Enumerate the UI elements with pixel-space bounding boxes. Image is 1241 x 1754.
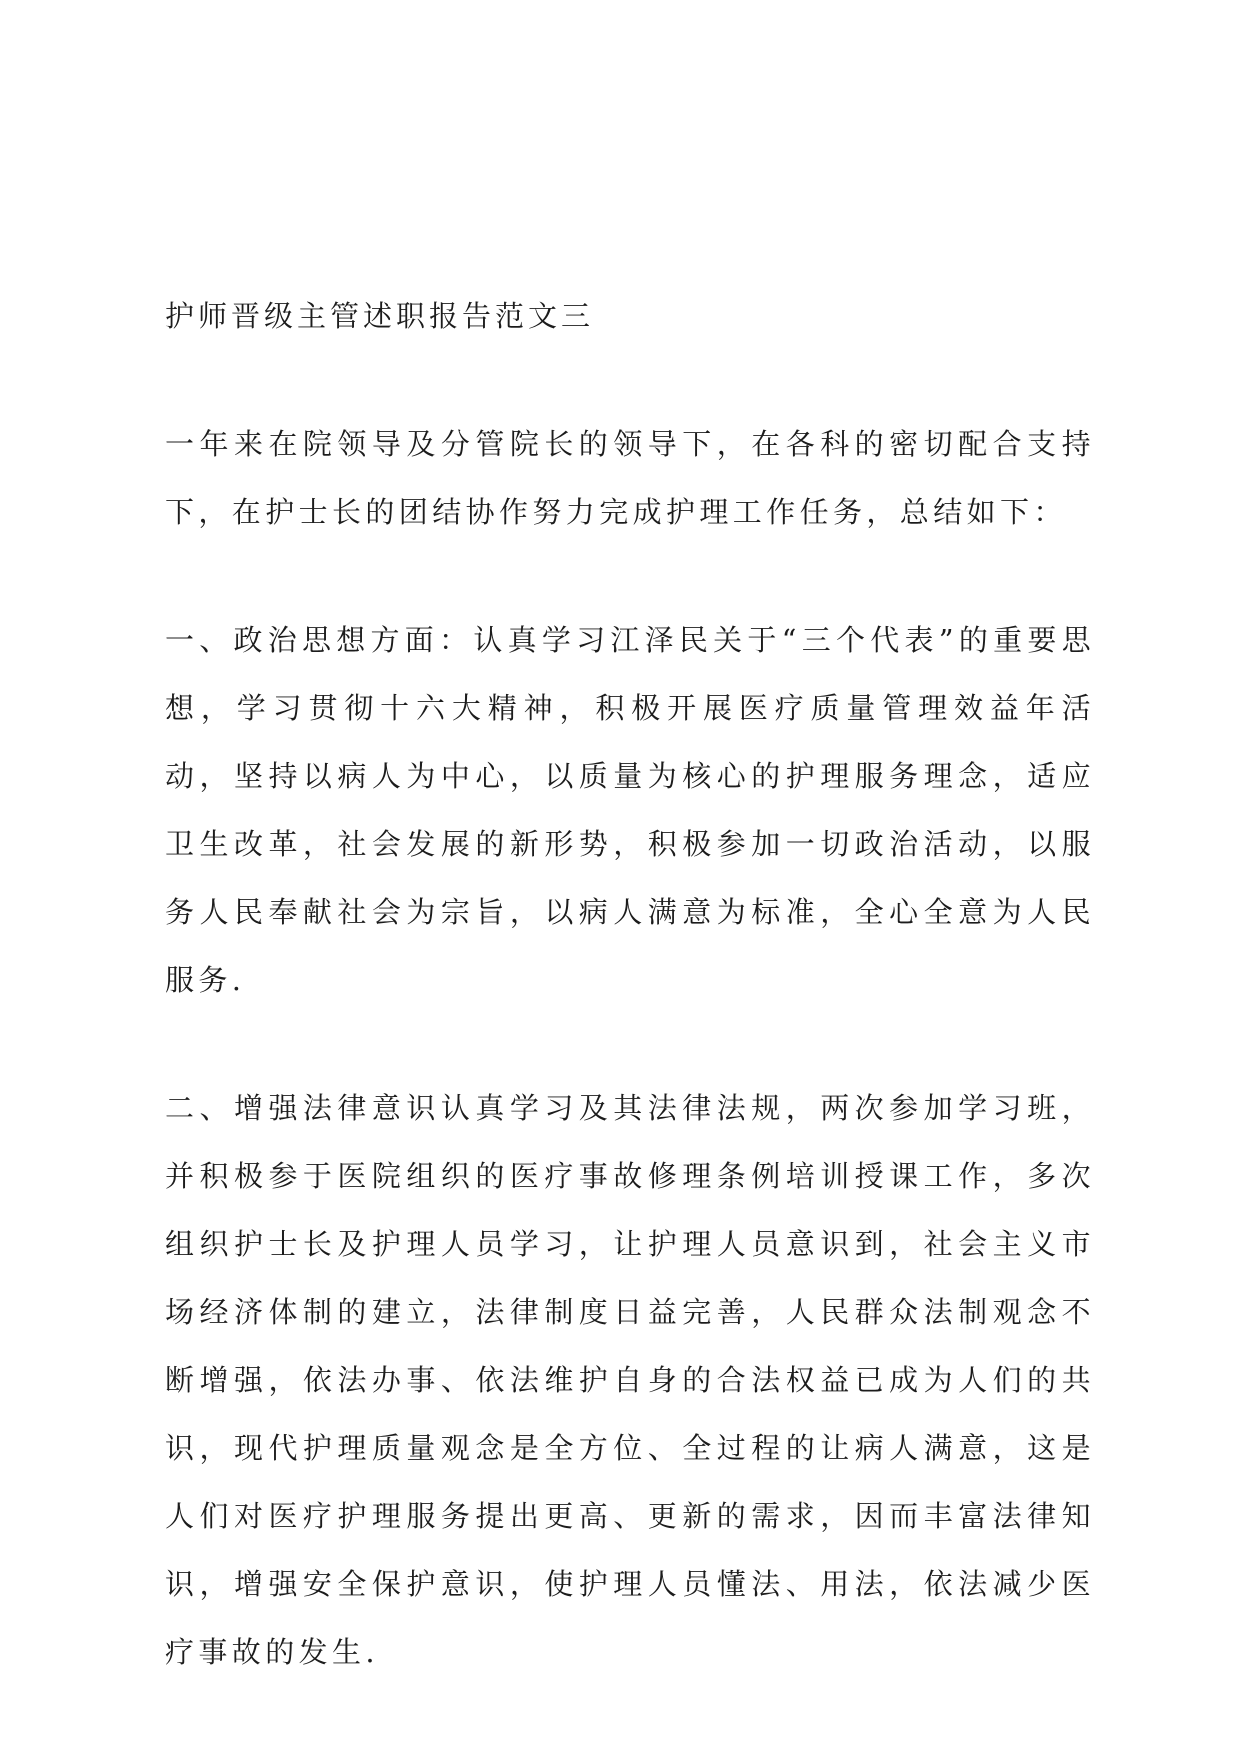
legal-awareness-paragraph: 二、增强法律意识认真学习及其法律法规，两次参加学习班，并积极参于医院组织的医疗事故修理条例培训授课工作，多次组织护士长及护理人员学习，让护理人员意识到，社会主义市场经济体制的建立，法律制度日益完善，人民群众法制观念不断增强，依法办事、依法维护自身的合法权益已成为人们的共识，现代护理质量观念是全方位、全过程的让病人满意，这是人们对医疗护理服务提出更高、更新的需求，因而丰富法律知识，增强安全保护意识，使护理人员懂法、用法，依法减少医疗事故的发生.	[165, 1091, 1095, 1669]
intro-paragraph: 一年来在院领导及分管院长的领导下，在各科的密切配合支持下，在护士长的团结协作努力完成护理工作任务，总结如下：	[165, 427, 1095, 529]
document-body	[165, 282, 1095, 1686]
political-thought-paragraph: 一、政治思想方面：认真学习江泽民关于“三个代表”的重要思想，学习贯彻十六大精神，积极开展医疗质量管理效益年活动，坚持以病人为中心，以质量为核心的护理服务理念，适应卫生改革，社会发展的新形势，积极参加一切政治活动，以服务人民奉献社会为宗旨，以病人满意为标准，全心全意为人民服务.	[165, 623, 1095, 997]
document-title: 护师晋级主管述职报告范文三	[165, 299, 595, 333]
